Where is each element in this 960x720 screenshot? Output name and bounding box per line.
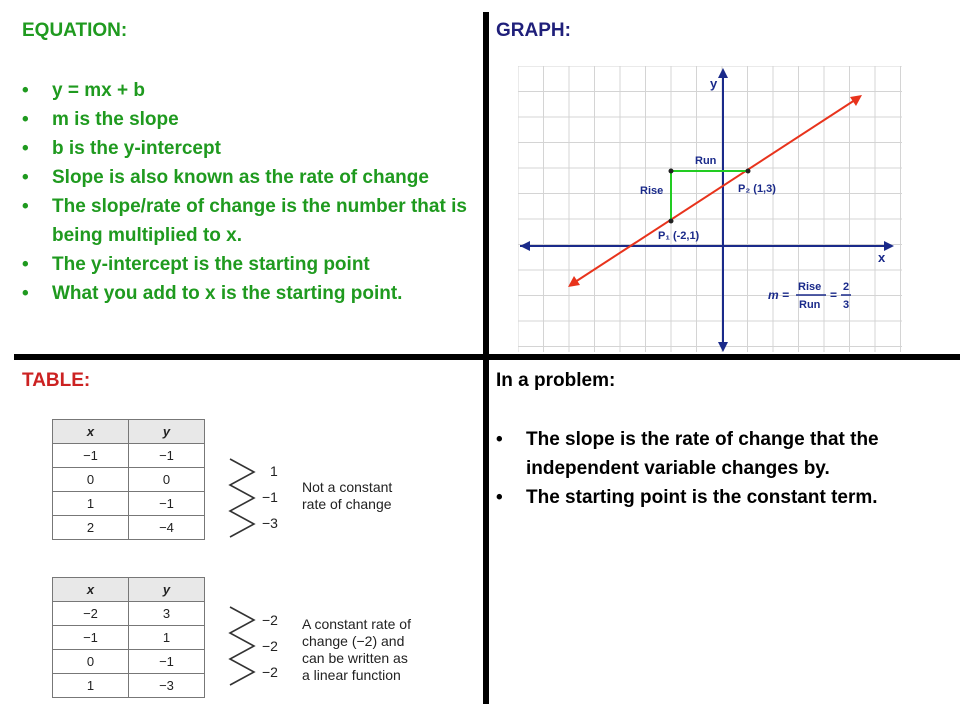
table-heading: TABLE: xyxy=(22,370,91,391)
note-line: a linear function xyxy=(302,667,401,683)
table-one-note xyxy=(302,479,392,513)
table-cell: −1 xyxy=(53,444,129,468)
table-cell: 1 xyxy=(53,492,129,516)
table-row xyxy=(53,444,205,468)
table-cell: −4 xyxy=(129,516,205,540)
slope-line xyxy=(572,98,858,284)
horizontal-divider xyxy=(14,354,960,360)
difference-value: 1 xyxy=(270,463,278,479)
table-cell: −2 xyxy=(53,602,129,626)
difference-value: −2 xyxy=(262,638,278,654)
p1-label: P₁ (-2,1) xyxy=(658,230,700,242)
table-cell: 1 xyxy=(129,626,205,650)
graph-svg xyxy=(518,66,902,352)
zigzag-bracket-icon xyxy=(230,459,254,537)
equation-item: • The slope/rate of change is the number that is being multiplied to x. xyxy=(22,192,472,250)
table-row xyxy=(53,516,205,540)
table-cell: 0 xyxy=(129,468,205,492)
table-row xyxy=(53,626,205,650)
table-header-row xyxy=(53,420,205,444)
equation-item: • y = mx + b xyxy=(22,76,472,105)
equation-item: • m is the slope xyxy=(22,105,472,134)
point-p2 xyxy=(746,169,751,174)
difference-value: −1 xyxy=(262,489,278,505)
corner-point xyxy=(669,169,674,174)
table-row xyxy=(53,602,205,626)
table-row xyxy=(53,674,205,698)
note-line: A constant rate of xyxy=(302,616,411,632)
equation-list xyxy=(22,76,472,308)
equation-item: • The y-intercept is the starting point xyxy=(22,250,472,279)
note-line: change (−2) and xyxy=(302,633,405,649)
table-one xyxy=(52,419,205,540)
table-cell: −1 xyxy=(53,626,129,650)
line-arrow-icon xyxy=(850,95,862,106)
problem-item: • The slope is the rate of change that the independent variable changes by. xyxy=(496,425,936,483)
line-arrow-down-icon xyxy=(568,276,580,287)
table-cell: −1 xyxy=(129,650,205,674)
table-cell: 3 xyxy=(129,602,205,626)
table-two xyxy=(52,577,205,698)
table-cell: −3 xyxy=(129,674,205,698)
p2-label: P₂ (1,3) xyxy=(738,183,776,195)
zigzag-bracket-icon xyxy=(230,607,254,685)
note-line: Not a constant xyxy=(302,479,393,495)
table-header-y: y xyxy=(129,420,205,444)
y-axis-arrow-icon xyxy=(718,68,728,78)
difference-value: −2 xyxy=(262,664,278,680)
problem-heading: In a problem: xyxy=(496,370,616,391)
table-row xyxy=(53,492,205,516)
formula-numerator: Rise xyxy=(798,281,822,293)
x-axis-arrow-icon xyxy=(884,241,894,251)
table-header-x: x xyxy=(53,578,129,602)
x-axis-label: x xyxy=(878,250,886,265)
difference-value: −2 xyxy=(262,612,278,628)
y-axis-label: y xyxy=(710,76,718,91)
table-two-note xyxy=(302,616,411,684)
point-p1 xyxy=(669,219,674,224)
table-header-row xyxy=(53,578,205,602)
graph-heading: GRAPH: xyxy=(496,20,571,41)
rise-label: Rise xyxy=(640,185,664,197)
difference-value: −3 xyxy=(262,515,278,531)
note-line: can be written as xyxy=(302,650,408,666)
value-denominator: 3 xyxy=(843,299,850,311)
run-label: Run xyxy=(695,155,717,167)
table-row xyxy=(53,468,205,492)
equation-item: • Slope is also known as the rate of change xyxy=(22,163,472,192)
table-cell: −1 xyxy=(129,492,205,516)
table-row xyxy=(53,650,205,674)
value-numerator: 2 xyxy=(843,281,850,293)
equation-heading: EQUATION: xyxy=(22,20,128,41)
problem-item: • The starting point is the constant term. xyxy=(496,483,936,512)
problem-list xyxy=(496,425,936,512)
note-line: rate of change xyxy=(302,496,392,512)
differences-two xyxy=(226,603,296,713)
table-header-x: x xyxy=(53,420,129,444)
slope-formula-m: m = xyxy=(768,288,790,302)
table-cell: 2 xyxy=(53,516,129,540)
table-cell: −1 xyxy=(129,444,205,468)
formula-denominator: Run xyxy=(799,299,821,311)
x-axis-left-arrow-icon xyxy=(520,241,530,251)
coordinate-graph xyxy=(518,66,902,352)
differences-one xyxy=(226,445,296,555)
table-header-y: y xyxy=(129,578,205,602)
table-cell: 0 xyxy=(53,650,129,674)
table-cell: 1 xyxy=(53,674,129,698)
equation-item: • b is the y-intercept xyxy=(22,134,472,163)
formula-equals: = xyxy=(830,288,838,302)
table-cell: 0 xyxy=(53,468,129,492)
equation-item: • What you add to x is the starting point. xyxy=(22,279,472,308)
